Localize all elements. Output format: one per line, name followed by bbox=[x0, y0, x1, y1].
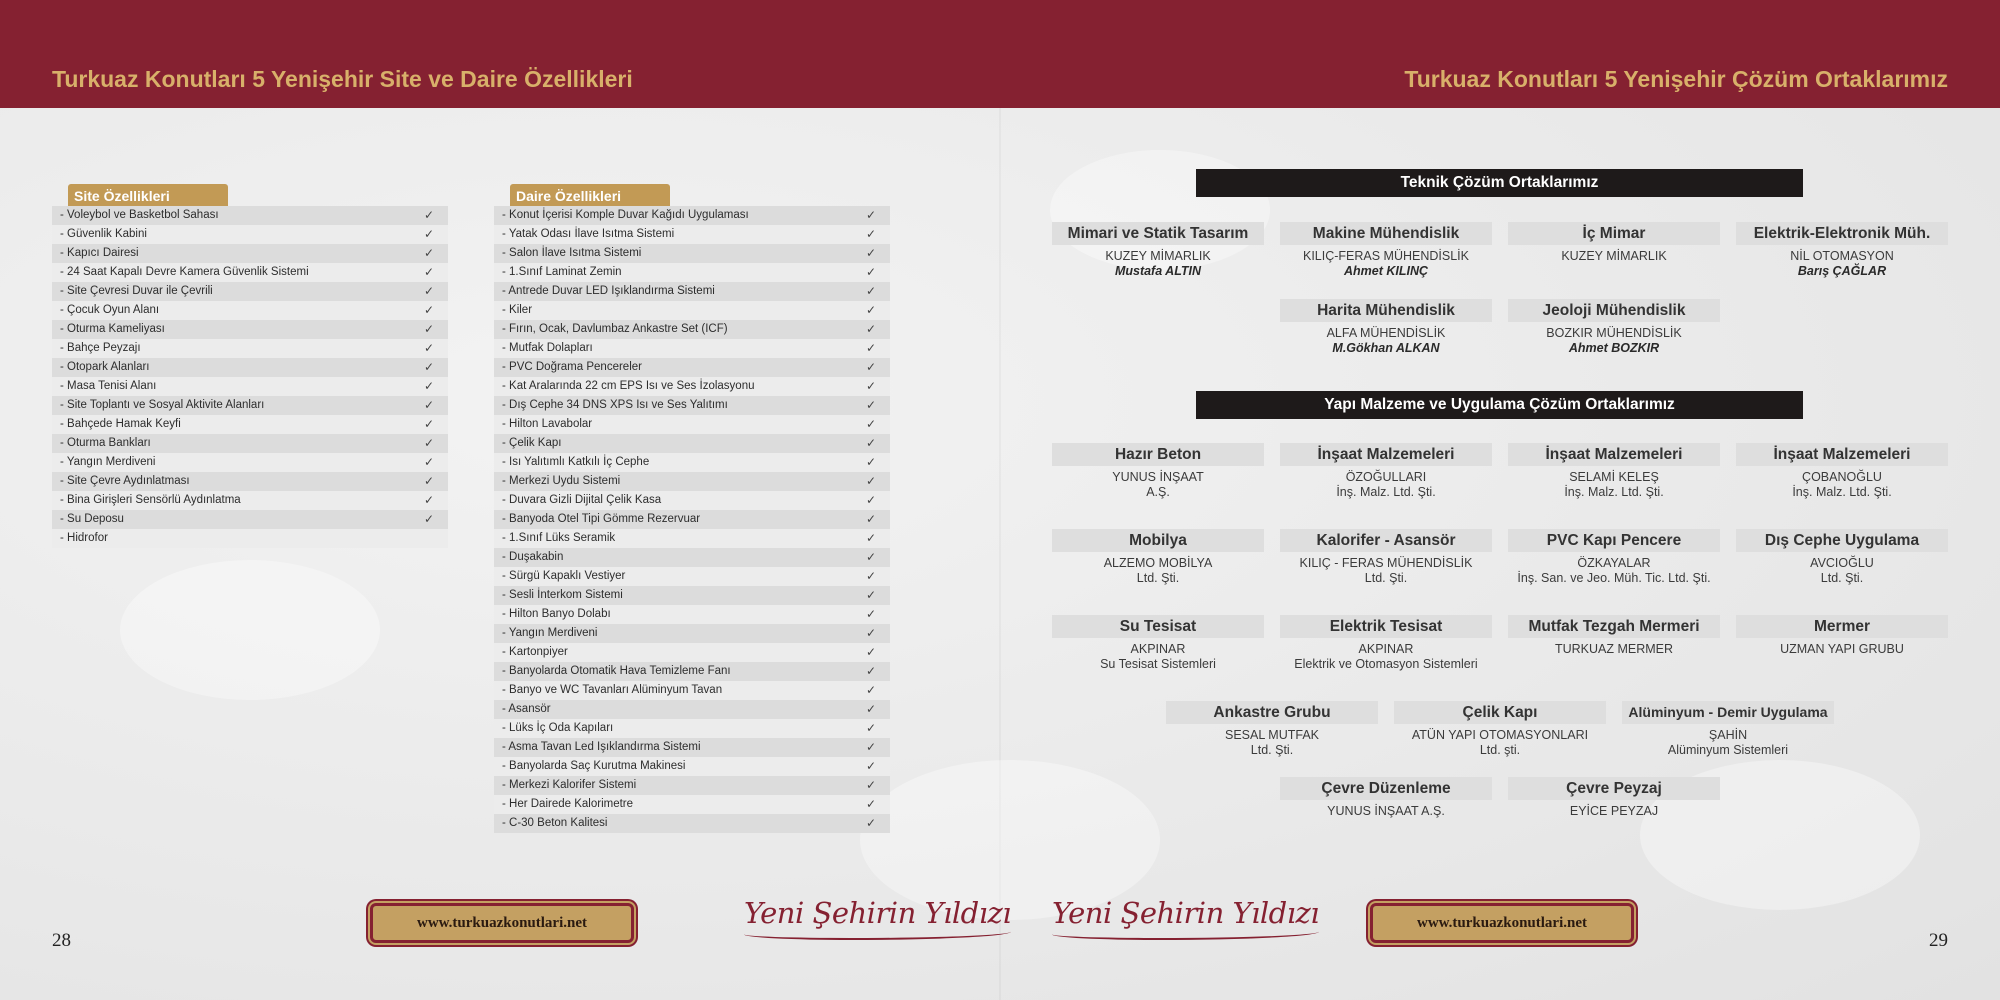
feature-label: - Mutfak Dolapları bbox=[502, 342, 593, 354]
partner-category: Mutfak Tezgah Mermeri bbox=[1508, 615, 1720, 638]
list-item bbox=[494, 605, 890, 624]
list-item bbox=[494, 472, 890, 491]
check-icon: ✓ bbox=[865, 740, 876, 754]
partner-company: KUZEY MİMARLIK bbox=[1105, 249, 1211, 263]
list-item bbox=[52, 491, 448, 510]
list-item bbox=[494, 491, 890, 510]
feature-label: - Bahçe Peyzajı bbox=[60, 342, 141, 354]
list-item bbox=[52, 510, 448, 529]
partner-card bbox=[1280, 529, 1492, 586]
check-icon: ✓ bbox=[865, 303, 876, 317]
partner-card bbox=[1394, 701, 1606, 758]
feature-label: - Hilton Lavabolar bbox=[502, 418, 593, 430]
website-link-left[interactable]: www.turkuazkonutlari.net bbox=[370, 903, 634, 943]
list-item bbox=[494, 681, 890, 700]
feature-label: - Sürgü Kapaklı Vestiyer bbox=[502, 570, 626, 582]
logo-text: Yeni Şehirin Yıldızı bbox=[744, 896, 1012, 930]
check-icon: ✓ bbox=[423, 284, 434, 298]
check-icon: ✓ bbox=[865, 417, 876, 431]
feature-label: - Merkezi Uydu Sistemi bbox=[502, 475, 621, 487]
partner-category: İç Mimar bbox=[1508, 222, 1720, 245]
feature-label: - Site Toplantı ve Sosyal Aktivite Alanları bbox=[60, 399, 265, 411]
partner-card bbox=[1508, 529, 1720, 586]
check-icon: ✓ bbox=[865, 246, 876, 260]
check-icon: ✓ bbox=[423, 322, 434, 336]
list-item bbox=[52, 282, 448, 301]
partner-company: YUNUS İNŞAAT bbox=[1112, 470, 1204, 484]
list-item bbox=[494, 396, 890, 415]
feature-label: - Yangın Merdiveni bbox=[502, 627, 598, 639]
brand-logo-right bbox=[1052, 896, 1319, 930]
list-item bbox=[52, 206, 448, 225]
check-icon: ✓ bbox=[865, 474, 876, 488]
list-item bbox=[494, 795, 890, 814]
feature-label: - Her Dairede Kalorimetre bbox=[502, 798, 634, 810]
feature-label: - Dış Cephe 34 DNS XPS Isı ve Ses Yalıtımı bbox=[502, 399, 728, 411]
partner-company: ŞAHİN bbox=[1708, 728, 1748, 742]
list-item bbox=[494, 263, 890, 282]
check-icon: ✓ bbox=[423, 227, 434, 241]
partner-card bbox=[1508, 777, 1720, 819]
check-icon: ✓ bbox=[423, 341, 434, 355]
partner-company: SESAL MUTFAK bbox=[1224, 728, 1319, 742]
partner-company-detail: Elektrik ve Otomasyon Sistemleri bbox=[1294, 657, 1478, 671]
partner-company: TURKUAZ MERMER bbox=[1554, 642, 1674, 656]
partner-category: Makine Mühendislik bbox=[1280, 222, 1492, 245]
partner-category: Alüminyum - Demir Uygulama bbox=[1622, 701, 1834, 724]
page-number-right: 29 bbox=[1929, 930, 1948, 951]
partner-company-detail: Su Tesisat Sistemleri bbox=[1100, 657, 1216, 671]
check-icon: ✓ bbox=[865, 550, 876, 564]
partner-category: Hazır Beton bbox=[1052, 443, 1264, 466]
logo-text: Yeni Şehirin Yıldızı bbox=[1052, 896, 1320, 930]
feature-label: - Isı Yalıtımlı Katkılı İç Cephe bbox=[502, 456, 650, 468]
cloud-decoration bbox=[120, 560, 380, 700]
feature-label: - Banyolarda Saç Kurutma Makinesi bbox=[502, 760, 686, 772]
check-icon: ✓ bbox=[423, 208, 434, 222]
list-item bbox=[52, 377, 448, 396]
website-link-right[interactable]: www.turkuazkonutlari.net bbox=[1370, 903, 1634, 943]
list-item bbox=[494, 377, 890, 396]
check-icon: ✓ bbox=[423, 474, 434, 488]
list-item bbox=[494, 757, 890, 776]
check-icon: ✓ bbox=[865, 778, 876, 792]
feature-label: - Bahçede Hamak Keyfi bbox=[60, 418, 181, 430]
page-title-right: Turkuaz Konutları 5 Yenişehir Çözüm Ortaklarımız bbox=[1404, 66, 1948, 92]
partner-company-detail: İnş. Malz. Ltd. Şti. bbox=[1336, 485, 1436, 499]
feature-label: - 1.Sınıf Laminat Zemin bbox=[502, 266, 622, 278]
check-icon: ✓ bbox=[865, 284, 876, 298]
list-item bbox=[52, 225, 448, 244]
list-item bbox=[494, 719, 890, 738]
partner-company: BOZKIR MÜHENDİSLİK bbox=[1546, 326, 1682, 340]
check-icon: ✓ bbox=[865, 607, 876, 621]
partner-company-detail: İnş. San. ve Jeo. Müh. Tic. Ltd. Şti. bbox=[1517, 571, 1711, 585]
list-item bbox=[494, 624, 890, 643]
partner-card bbox=[1280, 222, 1492, 279]
check-icon: ✓ bbox=[865, 721, 876, 735]
feature-label: - Otopark Alanları bbox=[60, 361, 150, 373]
technical-partners-title: Teknik Çözüm Ortaklarımız bbox=[1196, 169, 1803, 197]
page-title-left: Turkuaz Konutları 5 Yenişehir Site ve Daire Özellikleri bbox=[52, 66, 633, 92]
feature-label: - Kartonpiyer bbox=[502, 646, 568, 658]
feature-label: - Lüks İç Oda Kapıları bbox=[502, 722, 614, 734]
list-item bbox=[494, 567, 890, 586]
partner-card bbox=[1052, 222, 1264, 279]
feature-label: - Kapıcı Dairesi bbox=[60, 247, 139, 259]
partner-category: Çevre Peyzaj bbox=[1508, 777, 1720, 800]
list-item bbox=[494, 548, 890, 567]
list-item bbox=[52, 529, 448, 548]
partner-company-detail: Ltd. Şti. bbox=[1136, 571, 1180, 585]
site-features-title: Site Özellikleri bbox=[68, 184, 228, 206]
feature-label: - Çocuk Oyun Alanı bbox=[60, 304, 160, 316]
feature-label: - Site Çevresi Duvar ile Çevrili bbox=[60, 285, 213, 297]
check-icon: ✓ bbox=[423, 512, 434, 526]
partner-company: KILIÇ-FERAS MÜHENDİSLİK bbox=[1302, 249, 1469, 263]
feature-label: - PVC Doğrama Pencereler bbox=[502, 361, 642, 373]
partner-company-detail: İnş. Malz. Ltd. Şti. bbox=[1792, 485, 1892, 499]
partner-category: Mimari ve Statik Tasarım bbox=[1052, 222, 1264, 245]
partner-category: İnşaat Malzemeleri bbox=[1736, 443, 1948, 466]
check-icon: ✓ bbox=[423, 436, 434, 450]
partner-card bbox=[1052, 529, 1264, 586]
list-item bbox=[52, 453, 448, 472]
check-icon: ✓ bbox=[423, 493, 434, 507]
partner-card bbox=[1166, 701, 1378, 758]
partner-company: NİL OTOMASYON bbox=[1790, 249, 1894, 263]
partner-company-detail: Ltd. Şti. bbox=[1820, 571, 1864, 585]
partner-company-detail: Ltd. şti. bbox=[1479, 743, 1521, 757]
partner-category: Ankastre Grubu bbox=[1166, 701, 1378, 724]
partner-company-detail: A.Ş. bbox=[1146, 485, 1170, 499]
check-icon: ✓ bbox=[865, 322, 876, 336]
check-icon: ✓ bbox=[865, 569, 876, 583]
partner-category: İnşaat Malzemeleri bbox=[1280, 443, 1492, 466]
check-icon: ✓ bbox=[865, 759, 876, 773]
check-icon: ✓ bbox=[865, 265, 876, 279]
check-icon: ✓ bbox=[865, 683, 876, 697]
partner-card bbox=[1280, 615, 1492, 672]
check-icon: ✓ bbox=[423, 246, 434, 260]
check-icon: ✓ bbox=[423, 360, 434, 374]
feature-label: - Fırın, Ocak, Davlumbaz Ankastre Set (ICF) bbox=[502, 323, 728, 335]
check-icon: ✓ bbox=[865, 588, 876, 602]
feature-label: - Banyolarda Otomatik Hava Temizleme Fanı bbox=[502, 665, 731, 677]
partner-company: ÇOBANOĞLU bbox=[1802, 470, 1882, 484]
check-icon: ✓ bbox=[865, 436, 876, 450]
partner-card bbox=[1508, 299, 1720, 356]
feature-label: - Banyoda Otel Tipi Gömme Rezervuar bbox=[502, 513, 701, 525]
feature-label: - Kat Aralarında 22 cm EPS Isı ve Ses İzolasyonu bbox=[502, 380, 755, 392]
partner-category: Elektrik Tesisat bbox=[1280, 615, 1492, 638]
feature-label: - Hidrofor bbox=[60, 532, 108, 544]
check-icon: ✓ bbox=[865, 379, 876, 393]
list-item bbox=[494, 320, 890, 339]
list-item bbox=[494, 244, 890, 263]
brand-logo-left bbox=[744, 896, 1011, 930]
partner-person: Ahmet BOZKIR bbox=[1568, 341, 1660, 355]
list-item bbox=[494, 282, 890, 301]
list-item bbox=[52, 263, 448, 282]
partner-category: PVC Kapı Pencere bbox=[1508, 529, 1720, 552]
partner-company: SELAMİ KELEŞ bbox=[1569, 470, 1659, 484]
feature-label: - Su Deposu bbox=[60, 513, 124, 525]
check-icon: ✓ bbox=[865, 512, 876, 526]
check-icon: ✓ bbox=[423, 303, 434, 317]
list-item bbox=[52, 434, 448, 453]
list-item bbox=[494, 301, 890, 320]
feature-label: - Masa Tenisi Alanı bbox=[60, 380, 157, 392]
feature-label: - Salon İlave Isıtma Sistemi bbox=[502, 247, 642, 259]
partner-person: Ahmet KILINÇ bbox=[1343, 264, 1429, 278]
check-icon: ✓ bbox=[865, 645, 876, 659]
list-item bbox=[494, 358, 890, 377]
check-icon: ✓ bbox=[865, 626, 876, 640]
check-icon: ✓ bbox=[865, 208, 876, 222]
partner-company: KUZEY MİMARLIK bbox=[1561, 249, 1667, 263]
list-item bbox=[494, 700, 890, 719]
logo-swash bbox=[1052, 926, 1319, 940]
feature-label: - Çelik Kapı bbox=[502, 437, 562, 449]
partner-company: ÖZKAYALAR bbox=[1577, 556, 1651, 570]
partner-category: Çelik Kapı bbox=[1394, 701, 1606, 724]
partner-card bbox=[1508, 222, 1720, 264]
page-number-left: 28 bbox=[52, 930, 71, 951]
list-item bbox=[494, 643, 890, 662]
list-item bbox=[52, 358, 448, 377]
partner-company: ALZEMO MOBİLYA bbox=[1103, 556, 1213, 570]
feature-label: - Site Çevre Aydınlatması bbox=[60, 475, 190, 487]
apartment-features-title: Daire Özellikleri bbox=[510, 184, 670, 206]
check-icon: ✓ bbox=[865, 227, 876, 241]
feature-label: - Oturma Kameliyası bbox=[60, 323, 165, 335]
header-band bbox=[0, 0, 2000, 108]
partner-card bbox=[1508, 443, 1720, 500]
partner-company: AKPINAR bbox=[1358, 642, 1414, 656]
list-item bbox=[52, 301, 448, 320]
partner-card bbox=[1280, 443, 1492, 500]
partner-card bbox=[1736, 222, 1948, 279]
feature-label: - Yatak Odası İlave Isıtma Sistemi bbox=[502, 228, 675, 240]
partner-company: ÖZOĞULLARI bbox=[1345, 470, 1427, 484]
list-item bbox=[494, 415, 890, 434]
partner-card bbox=[1622, 701, 1834, 758]
partner-company: ALFA MÜHENDİSLİK bbox=[1326, 326, 1446, 340]
material-partners-title: Yapı Malzeme ve Uygulama Çözüm Ortaklarımız bbox=[1196, 391, 1803, 419]
partner-company: EYİCE PEYZAJ bbox=[1569, 804, 1659, 818]
feature-label: - Sesli İnterkom Sistemi bbox=[502, 589, 623, 601]
list-item bbox=[494, 529, 890, 548]
partner-company-detail: Ltd. Şti. bbox=[1364, 571, 1408, 585]
list-item bbox=[494, 814, 890, 833]
apartment-features-block bbox=[494, 184, 890, 833]
check-icon: ✓ bbox=[423, 417, 434, 431]
partner-category: İnşaat Malzemeleri bbox=[1508, 443, 1720, 466]
feature-label: - Merkezi Kalorifer Sistemi bbox=[502, 779, 637, 791]
check-icon: ✓ bbox=[423, 379, 434, 393]
partner-category: Kalorifer - Asansör bbox=[1280, 529, 1492, 552]
partner-company-detail: Alüminyum Sistemleri bbox=[1667, 743, 1789, 757]
check-icon: ✓ bbox=[865, 816, 876, 830]
check-icon: ✓ bbox=[423, 265, 434, 279]
feature-label: - Asma Tavan Led Işıklandırma Sistemi bbox=[502, 741, 701, 753]
partner-card bbox=[1736, 443, 1948, 500]
partner-company: YUNUS İNŞAAT A.Ş. bbox=[1327, 804, 1445, 818]
list-item bbox=[494, 662, 890, 681]
partner-category: Jeoloji Mühendislik bbox=[1508, 299, 1720, 322]
list-item bbox=[52, 396, 448, 415]
partner-category: Mermer bbox=[1736, 615, 1948, 638]
partner-card bbox=[1736, 529, 1948, 586]
feature-label: - Asansör bbox=[502, 703, 551, 715]
feature-label: - Hilton Banyo Dolabı bbox=[502, 608, 611, 620]
partner-card bbox=[1052, 615, 1264, 672]
site-features-list bbox=[52, 206, 448, 548]
partner-card bbox=[1280, 299, 1492, 356]
partner-company: KILIÇ - FERAS MÜHENDİSLİK bbox=[1299, 556, 1473, 570]
feature-label: - 24 Saat Kapalı Devre Kamera Güvenlik Sistemi bbox=[60, 266, 309, 278]
list-item bbox=[494, 510, 890, 529]
feature-label: - Antrede Duvar LED Işıklandırma Sistemi bbox=[502, 285, 715, 297]
partner-category: Su Tesisat bbox=[1052, 615, 1264, 638]
check-icon: ✓ bbox=[865, 493, 876, 507]
feature-label: - Konut İçerisi Komple Duvar Kağıdı Uygulaması bbox=[502, 209, 749, 221]
check-icon: ✓ bbox=[865, 702, 876, 716]
feature-label: - Voleybol ve Basketbol Sahası bbox=[60, 209, 219, 221]
feature-label: - Kiler bbox=[502, 304, 533, 316]
list-item bbox=[494, 225, 890, 244]
feature-label: - Banyo ve WC Tavanları Alüminyum Tavan bbox=[502, 684, 723, 696]
partner-person: Mustafa ALTIN bbox=[1114, 264, 1202, 278]
partner-company: ATÜN YAPI OTOMASYONLARI bbox=[1411, 728, 1589, 742]
partner-person: Barış ÇAĞLAR bbox=[1797, 264, 1887, 278]
partner-category: Dış Cephe Uygulama bbox=[1736, 529, 1948, 552]
partner-category: Harita Mühendislik bbox=[1280, 299, 1492, 322]
list-item bbox=[494, 453, 890, 472]
list-item bbox=[494, 206, 890, 225]
feature-label: - Yangın Merdiveni bbox=[60, 456, 156, 468]
partner-person: M.Gökhan ALKAN bbox=[1332, 341, 1440, 355]
list-item bbox=[52, 415, 448, 434]
check-icon: ✓ bbox=[865, 664, 876, 678]
feature-label: - C-30 Beton Kalitesi bbox=[502, 817, 608, 829]
check-icon: ✓ bbox=[423, 398, 434, 412]
feature-label: - 1.Sınıf Lüks Seramik bbox=[502, 532, 616, 544]
partner-company-detail: İnş. Malz. Ltd. Şti. bbox=[1564, 485, 1664, 499]
list-item bbox=[494, 738, 890, 757]
site-features-block bbox=[52, 184, 448, 548]
partner-company: AKPINAR bbox=[1130, 642, 1186, 656]
partner-company: UZMAN YAPI GRUBU bbox=[1780, 642, 1904, 656]
feature-label: - Güvenlik Kabini bbox=[60, 228, 147, 240]
list-item bbox=[494, 434, 890, 453]
logo-swash bbox=[744, 926, 1011, 940]
partner-category: Mobilya bbox=[1052, 529, 1264, 552]
feature-label: - Duşakabin bbox=[502, 551, 564, 563]
list-item bbox=[494, 586, 890, 605]
check-icon: ✓ bbox=[865, 341, 876, 355]
partner-card bbox=[1280, 777, 1492, 819]
list-item bbox=[52, 339, 448, 358]
feature-label: - Bina Girişleri Sensörlü Aydınlatma bbox=[60, 494, 241, 506]
feature-label: - Duvara Gizli Dijital Çelik Kasa bbox=[502, 494, 662, 506]
check-icon: ✓ bbox=[865, 531, 876, 545]
check-icon: ✓ bbox=[865, 360, 876, 374]
feature-label: - Oturma Bankları bbox=[60, 437, 151, 449]
partner-card bbox=[1508, 615, 1720, 657]
partner-category: Elektrik-Elektronik Müh. bbox=[1736, 222, 1948, 245]
list-item bbox=[494, 776, 890, 795]
list-item bbox=[52, 244, 448, 263]
check-icon: ✓ bbox=[865, 797, 876, 811]
list-item bbox=[494, 339, 890, 358]
list-item bbox=[52, 320, 448, 339]
apartment-features-list bbox=[494, 206, 890, 833]
list-item bbox=[52, 472, 448, 491]
partner-card bbox=[1736, 615, 1948, 657]
partner-category: Çevre Düzenleme bbox=[1280, 777, 1492, 800]
partner-card bbox=[1052, 443, 1264, 500]
check-icon: ✓ bbox=[865, 398, 876, 412]
partner-company-detail: Ltd. Şti. bbox=[1250, 743, 1294, 757]
partner-company: AVCIOĞLU bbox=[1810, 556, 1874, 570]
check-icon: ✓ bbox=[865, 455, 876, 469]
check-icon: ✓ bbox=[423, 455, 434, 469]
